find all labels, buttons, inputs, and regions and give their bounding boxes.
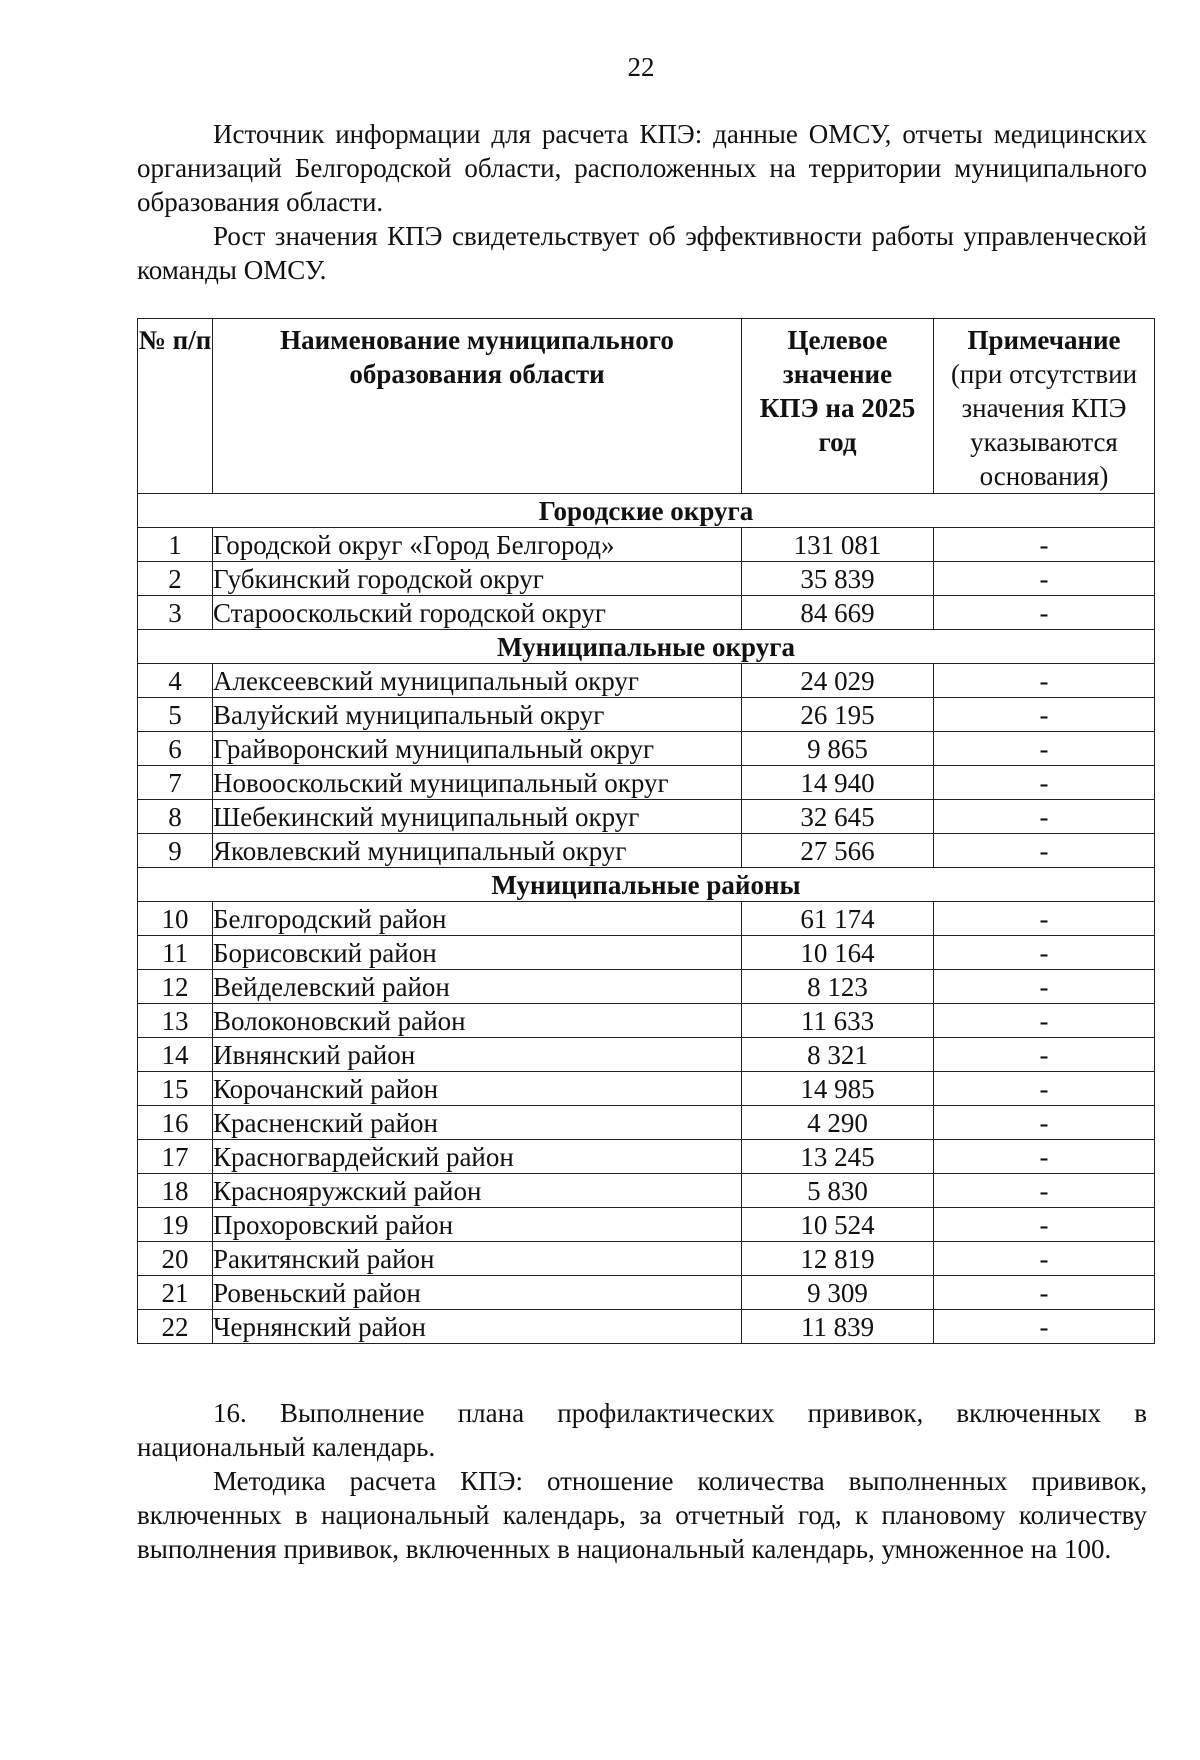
row-name: Новооскольский муниципальный округ xyxy=(213,766,742,800)
row-name: Городской округ «Город Белгород» xyxy=(213,528,742,562)
table-row xyxy=(138,970,1155,1004)
row-value: 26 195 xyxy=(742,698,934,732)
method-text: Методика расчета КПЭ: отношение количества выполненных прививок, включенных в национальный календарь, за отчетный год, к плановому количеству выполнения прививок, включенных в национальный календарь, умноженное на 100. xyxy=(137,1466,1147,1564)
row-number: 9 xyxy=(138,834,213,868)
table-row xyxy=(138,1140,1155,1174)
row-value: 8 123 xyxy=(742,970,934,1004)
row-note: - xyxy=(934,562,1155,596)
row-number: 6 xyxy=(138,732,213,766)
row-number: 5 xyxy=(138,698,213,732)
row-note: - xyxy=(934,766,1155,800)
table-row xyxy=(138,732,1155,766)
row-note: - xyxy=(934,732,1155,766)
row-value: 35 839 xyxy=(742,562,934,596)
table-row xyxy=(138,1072,1155,1106)
section-row xyxy=(138,630,1155,664)
row-name: Чернянский район xyxy=(213,1310,742,1344)
growth-text: Рост значения КПЭ свидетельствует об эффективности работы управленческой команды ОМСУ. xyxy=(137,221,1147,285)
growth-paragraph xyxy=(137,219,1147,287)
row-value: 9 309 xyxy=(742,1276,934,1310)
row-value: 84 669 xyxy=(742,596,934,630)
row-note: - xyxy=(934,1004,1155,1038)
row-number: 2 xyxy=(138,562,213,596)
row-name: Валуйский муниципальный округ xyxy=(213,698,742,732)
header-num: № п/п xyxy=(138,319,213,494)
table-row xyxy=(138,1004,1155,1038)
row-value: 11 633 xyxy=(742,1004,934,1038)
row-value: 12 819 xyxy=(742,1242,934,1276)
row-note: - xyxy=(934,528,1155,562)
header-name: Наименование муниципального образования области xyxy=(213,319,742,494)
row-name: Красненский район xyxy=(213,1106,742,1140)
header-note-sub: (при отсутствии значения КПЭ указываются основания) xyxy=(950,359,1138,491)
row-number: 17 xyxy=(138,1140,213,1174)
row-note: - xyxy=(934,664,1155,698)
row-note: - xyxy=(934,1310,1155,1344)
table-row xyxy=(138,1310,1155,1344)
row-note: - xyxy=(934,970,1155,1004)
row-note: - xyxy=(934,1038,1155,1072)
row-note: - xyxy=(934,800,1155,834)
row-number: 20 xyxy=(138,1242,213,1276)
row-note: - xyxy=(934,1106,1155,1140)
table-row xyxy=(138,936,1155,970)
row-number: 8 xyxy=(138,800,213,834)
source-text: Источник информации для расчета КПЭ: данные ОМСУ, отчеты медицинских организаций Белгородской области, расположенных на территории муниципального образования области. xyxy=(137,119,1147,217)
row-number: 18 xyxy=(138,1174,213,1208)
method-paragraph xyxy=(137,1464,1147,1566)
row-name: Прохоровский район xyxy=(213,1208,742,1242)
row-note: - xyxy=(934,902,1155,936)
row-number: 16 xyxy=(138,1106,213,1140)
source-paragraph xyxy=(137,117,1147,219)
table-row xyxy=(138,834,1155,868)
row-note: - xyxy=(934,1072,1155,1106)
row-number: 10 xyxy=(138,902,213,936)
row-name: Губкинский городской округ xyxy=(213,562,742,596)
row-note: - xyxy=(934,596,1155,630)
section-title: Муниципальные районы xyxy=(138,868,1155,902)
row-number: 15 xyxy=(138,1072,213,1106)
row-number: 11 xyxy=(138,936,213,970)
row-value: 11 839 xyxy=(742,1310,934,1344)
table-row xyxy=(138,664,1155,698)
row-value: 9 865 xyxy=(742,732,934,766)
section-title: Муниципальные округа xyxy=(138,630,1155,664)
page-number: 22 xyxy=(627,52,655,82)
row-number: 21 xyxy=(138,1276,213,1310)
table-row xyxy=(138,528,1155,562)
row-value: 10 524 xyxy=(742,1208,934,1242)
table-row xyxy=(138,698,1155,732)
row-number: 7 xyxy=(138,766,213,800)
row-number: 4 xyxy=(138,664,213,698)
row-value: 4 290 xyxy=(742,1106,934,1140)
row-name: Красногвардейский район xyxy=(213,1140,742,1174)
row-value: 10 164 xyxy=(742,936,934,970)
row-value: 5 830 xyxy=(742,1174,934,1208)
row-note: - xyxy=(934,936,1155,970)
row-name: Грайворонский муниципальный округ xyxy=(213,732,742,766)
row-number: 3 xyxy=(138,596,213,630)
row-value: 27 566 xyxy=(742,834,934,868)
table-header-row xyxy=(138,319,1155,494)
table-row xyxy=(138,1038,1155,1072)
row-number: 19 xyxy=(138,1208,213,1242)
row-number: 14 xyxy=(138,1038,213,1072)
row-value: 32 645 xyxy=(742,800,934,834)
row-name: Ивнянский район xyxy=(213,1038,742,1072)
row-value: 13 245 xyxy=(742,1140,934,1174)
row-note: - xyxy=(934,834,1155,868)
row-value: 8 321 xyxy=(742,1038,934,1072)
row-name: Ракитянский район xyxy=(213,1242,742,1276)
row-note: - xyxy=(934,1208,1155,1242)
row-number: 22 xyxy=(138,1310,213,1344)
table-row xyxy=(138,596,1155,630)
table-row xyxy=(138,766,1155,800)
section-title: Городские округа xyxy=(138,494,1155,528)
row-name: Вейделевский район xyxy=(213,970,742,1004)
table-row xyxy=(138,1106,1155,1140)
row-value: 61 174 xyxy=(742,902,934,936)
table-row xyxy=(138,1208,1155,1242)
row-note: - xyxy=(934,1242,1155,1276)
table-row xyxy=(138,1242,1155,1276)
row-value: 24 029 xyxy=(742,664,934,698)
header-note-title: Примечание xyxy=(967,325,1121,355)
row-number: 1 xyxy=(138,528,213,562)
row-name: Краснояружский район xyxy=(213,1174,742,1208)
row-value: 14 985 xyxy=(742,1072,934,1106)
row-name: Ровеньский район xyxy=(213,1276,742,1310)
row-name: Шебекинский муниципальный округ xyxy=(213,800,742,834)
table-row xyxy=(138,562,1155,596)
table-row xyxy=(138,1276,1155,1310)
row-note: - xyxy=(934,698,1155,732)
row-name: Яковлевский муниципальный округ xyxy=(213,834,742,868)
row-note: - xyxy=(934,1174,1155,1208)
table-row xyxy=(138,1174,1155,1208)
row-number: 12 xyxy=(138,970,213,1004)
row-name: Алексеевский муниципальный округ xyxy=(213,664,742,698)
row-name: Белгородский район xyxy=(213,902,742,936)
section-row xyxy=(138,494,1155,528)
row-value: 131 081 xyxy=(742,528,934,562)
row-note: - xyxy=(934,1276,1155,1310)
row-name: Старооскольский городской округ xyxy=(213,596,742,630)
header-value: Целевое значение КПЭ на 2025 год xyxy=(742,319,934,494)
table-row xyxy=(138,800,1155,834)
row-note: - xyxy=(934,1140,1155,1174)
table-row xyxy=(138,902,1155,936)
item16-text: 16. Выполнение плана профилактических прививок, включенных в национальный календарь. xyxy=(137,1398,1147,1462)
header-note xyxy=(934,319,1155,494)
table-body xyxy=(138,494,1155,1344)
row-name: Корочанский район xyxy=(213,1072,742,1106)
section-row xyxy=(138,868,1155,902)
row-number: 13 xyxy=(138,1004,213,1038)
kpe-table xyxy=(137,318,1155,1344)
row-name: Борисовский район xyxy=(213,936,742,970)
row-value: 14 940 xyxy=(742,766,934,800)
item16-paragraph xyxy=(137,1396,1147,1464)
row-name: Волоконовский район xyxy=(213,1004,742,1038)
